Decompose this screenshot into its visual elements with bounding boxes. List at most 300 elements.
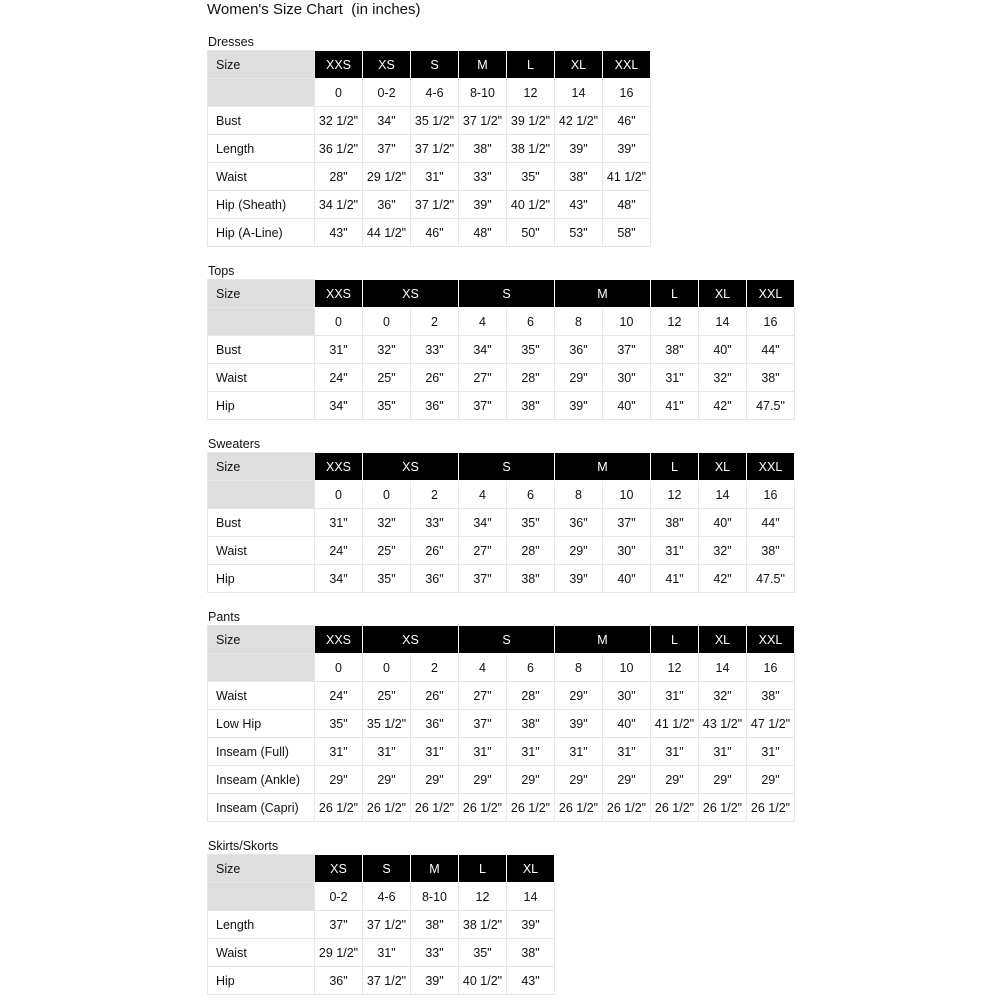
measurement-cell: 44 1/2" — [363, 219, 411, 247]
size-number-row — [208, 79, 651, 107]
size-table — [207, 452, 795, 593]
measurement-cell: 31" — [315, 509, 363, 537]
size-header-cell: M — [555, 280, 651, 308]
section-title: Pants — [208, 610, 240, 624]
measurement-cell: 36" — [363, 191, 411, 219]
measurement-cell: 31" — [363, 738, 411, 766]
section-pants — [207, 609, 795, 822]
size-number-cell: 4 — [459, 308, 507, 336]
measurement-cell: 35" — [507, 336, 555, 364]
measurement-cell: 36 1/2" — [315, 135, 363, 163]
table-row — [208, 219, 651, 247]
size-number-cell: 2 — [411, 308, 459, 336]
measurement-cell: 26" — [411, 537, 459, 565]
row-label — [208, 79, 315, 107]
measurement-cell: 31" — [459, 738, 507, 766]
measurement-cell: 29" — [363, 766, 411, 794]
measurement-cell: 29" — [315, 766, 363, 794]
size-header-cell: M — [411, 855, 459, 883]
row-label: Size — [208, 855, 315, 883]
table-row — [208, 794, 795, 822]
measurement-cell: 26" — [411, 364, 459, 392]
measurement-cell: 31" — [411, 163, 459, 191]
measurement-cell: 41" — [651, 565, 699, 593]
size-number-cell: 4-6 — [363, 883, 411, 911]
size-table — [207, 625, 795, 822]
measurement-cell: 39" — [555, 135, 603, 163]
measurement-cell: 35" — [459, 939, 507, 967]
row-label: Waist — [208, 537, 315, 565]
measurement-cell: 26 1/2" — [363, 794, 411, 822]
measurement-cell: 38" — [747, 537, 795, 565]
size-number-cell: 0 — [315, 654, 363, 682]
size-number-cell: 4-6 — [411, 79, 459, 107]
size-number-cell: 12 — [651, 481, 699, 509]
measurement-cell: 31" — [651, 738, 699, 766]
measurement-cell: 26 1/2" — [459, 794, 507, 822]
size-table — [207, 279, 795, 420]
measurement-cell: 36" — [315, 967, 363, 995]
measurement-cell: 30" — [603, 364, 651, 392]
size-header-cell: S — [363, 855, 411, 883]
row-label: Length — [208, 135, 315, 163]
measurement-cell: 26 1/2" — [747, 794, 795, 822]
measurement-cell: 38" — [507, 392, 555, 420]
measurement-cell: 26 1/2" — [507, 794, 555, 822]
measurement-cell: 37" — [363, 135, 411, 163]
measurement-cell: 26 1/2" — [603, 794, 651, 822]
size-header-cell: L — [651, 280, 699, 308]
size-header-cell: XS — [363, 51, 411, 79]
measurement-cell: 40" — [603, 710, 651, 738]
size-number-cell: 14 — [699, 481, 747, 509]
measurement-cell: 39" — [459, 191, 507, 219]
size-number-cell: 8-10 — [411, 883, 459, 911]
measurement-cell: 31" — [507, 738, 555, 766]
measurement-cell: 40 1/2" — [459, 967, 507, 995]
measurement-cell: 29 1/2" — [315, 939, 363, 967]
measurement-cell: 26" — [411, 682, 459, 710]
measurement-cell: 31" — [651, 364, 699, 392]
size-number-cell: 6 — [507, 308, 555, 336]
size-number-cell: 14 — [699, 308, 747, 336]
size-number-cell: 12 — [507, 79, 555, 107]
measurement-cell: 31" — [315, 336, 363, 364]
measurement-cell: 25" — [363, 364, 411, 392]
row-label: Size — [208, 280, 315, 308]
size-header-cell: L — [651, 453, 699, 481]
measurement-cell: 36" — [555, 336, 603, 364]
measurement-cell: 58" — [603, 219, 651, 247]
size-header-cell: XL — [699, 280, 747, 308]
table-row — [208, 364, 795, 392]
size-number-cell: 14 — [555, 79, 603, 107]
size-number-cell: 4 — [459, 654, 507, 682]
table-row — [208, 939, 555, 967]
measurement-cell: 42" — [699, 392, 747, 420]
table-row — [208, 682, 795, 710]
size-number-cell: 0 — [315, 308, 363, 336]
measurement-cell: 38" — [507, 710, 555, 738]
measurement-cell: 32" — [363, 336, 411, 364]
measurement-cell: 35" — [363, 565, 411, 593]
section-sweaters — [207, 436, 795, 593]
measurement-cell: 31" — [747, 738, 795, 766]
measurement-cell: 29" — [555, 766, 603, 794]
measurement-cell: 38 1/2" — [459, 911, 507, 939]
measurement-cell: 37 1/2" — [411, 191, 459, 219]
table-row — [208, 911, 555, 939]
measurement-cell: 47 1/2" — [747, 710, 795, 738]
measurement-cell: 33" — [411, 939, 459, 967]
measurement-cell: 47.5" — [747, 392, 795, 420]
size-header-cell: S — [459, 280, 555, 308]
size-number-row — [208, 654, 795, 682]
measurement-cell: 40" — [603, 392, 651, 420]
measurement-cell: 39" — [555, 565, 603, 593]
measurement-cell: 31" — [651, 537, 699, 565]
size-header-cell: XS — [363, 280, 459, 308]
size-header-cell: XL — [507, 855, 555, 883]
measurement-cell: 40" — [699, 509, 747, 537]
measurement-cell: 37 1/2" — [411, 135, 459, 163]
measurement-cell: 36" — [555, 509, 603, 537]
size-number-cell: 12 — [459, 883, 507, 911]
measurement-cell: 37 1/2" — [363, 911, 411, 939]
section-tops — [207, 263, 795, 420]
size-header-cell: M — [459, 51, 507, 79]
section-skirts-skorts — [207, 838, 555, 995]
size-number-cell: 10 — [603, 308, 651, 336]
measurement-cell: 37" — [603, 336, 651, 364]
size-number-cell: 14 — [699, 654, 747, 682]
size-number-cell: 6 — [507, 481, 555, 509]
measurement-cell: 29" — [747, 766, 795, 794]
measurement-cell: 34" — [459, 336, 507, 364]
table-row — [208, 967, 555, 995]
measurement-cell: 35" — [507, 509, 555, 537]
measurement-cell: 29 1/2" — [363, 163, 411, 191]
measurement-cell: 26 1/2" — [651, 794, 699, 822]
measurement-cell: 40" — [603, 565, 651, 593]
row-label: Size — [208, 626, 315, 654]
row-label: Waist — [208, 364, 315, 392]
row-label: Length — [208, 911, 315, 939]
measurement-cell: 33" — [459, 163, 507, 191]
measurement-cell: 36" — [411, 565, 459, 593]
measurement-cell: 42 1/2" — [555, 107, 603, 135]
size-number-row — [208, 883, 555, 911]
measurement-cell: 31" — [603, 738, 651, 766]
measurement-cell: 24" — [315, 364, 363, 392]
measurement-cell: 35 1/2" — [363, 710, 411, 738]
measurement-cell: 37" — [459, 710, 507, 738]
measurement-cell: 37" — [603, 509, 651, 537]
measurement-cell: 38" — [459, 135, 507, 163]
size-header-cell: XL — [699, 626, 747, 654]
measurement-cell: 41 1/2" — [651, 710, 699, 738]
row-label: Size — [208, 453, 315, 481]
measurement-cell: 29" — [507, 766, 555, 794]
measurement-cell: 35" — [507, 163, 555, 191]
size-number-cell: 8 — [555, 654, 603, 682]
size-number-cell: 12 — [651, 654, 699, 682]
measurement-cell: 38" — [747, 682, 795, 710]
measurement-cell: 29" — [555, 537, 603, 565]
size-header-cell: XL — [699, 453, 747, 481]
measurement-cell: 39" — [411, 967, 459, 995]
size-header-cell: XXS — [315, 51, 363, 79]
row-label: Hip — [208, 565, 315, 593]
size-number-cell: 16 — [747, 654, 795, 682]
size-number-cell: 0 — [363, 308, 411, 336]
table-row — [208, 738, 795, 766]
measurement-cell: 39" — [603, 135, 651, 163]
row-label: Bust — [208, 509, 315, 537]
measurement-cell: 24" — [315, 682, 363, 710]
measurement-cell: 41" — [651, 392, 699, 420]
measurement-cell: 26 1/2" — [699, 794, 747, 822]
row-label — [208, 308, 315, 336]
measurement-cell: 31" — [555, 738, 603, 766]
measurement-cell: 40 1/2" — [507, 191, 555, 219]
table-row — [208, 191, 651, 219]
measurement-cell: 53" — [555, 219, 603, 247]
row-label: Size — [208, 51, 315, 79]
table-row — [208, 509, 795, 537]
measurement-cell: 38 1/2" — [507, 135, 555, 163]
table-row — [208, 710, 795, 738]
row-label: Inseam (Full) — [208, 738, 315, 766]
size-number-cell: 8-10 — [459, 79, 507, 107]
measurement-cell: 32" — [699, 537, 747, 565]
size-header-cell: XXL — [747, 626, 795, 654]
measurement-cell: 38" — [507, 939, 555, 967]
size-number-row — [208, 481, 795, 509]
size-header-cell: XS — [315, 855, 363, 883]
measurement-cell: 50" — [507, 219, 555, 247]
measurement-cell: 41 1/2" — [603, 163, 651, 191]
measurement-cell: 31" — [411, 738, 459, 766]
measurement-cell: 48" — [459, 219, 507, 247]
measurement-cell: 37" — [315, 911, 363, 939]
row-label: Hip — [208, 967, 315, 995]
measurement-cell: 38" — [507, 565, 555, 593]
table-row — [208, 336, 795, 364]
measurement-cell: 34 1/2" — [315, 191, 363, 219]
measurement-cell: 29" — [603, 766, 651, 794]
measurement-cell: 28" — [507, 537, 555, 565]
size-number-cell: 0 — [363, 654, 411, 682]
size-number-cell: 0 — [315, 79, 363, 107]
size-header-cell: XS — [363, 453, 459, 481]
measurement-cell: 44" — [747, 509, 795, 537]
measurement-cell: 33" — [411, 336, 459, 364]
size-header-cell: XL — [555, 51, 603, 79]
measurement-cell: 32" — [699, 364, 747, 392]
measurement-cell: 46" — [411, 219, 459, 247]
size-number-cell: 14 — [507, 883, 555, 911]
measurement-cell: 29" — [459, 766, 507, 794]
table-row — [208, 135, 651, 163]
measurement-cell: 29" — [555, 364, 603, 392]
size-number-cell: 4 — [459, 481, 507, 509]
measurement-cell: 25" — [363, 682, 411, 710]
measurement-cell: 38" — [651, 509, 699, 537]
measurement-cell: 30" — [603, 537, 651, 565]
size-header-cell: XXS — [315, 626, 363, 654]
measurement-cell: 39" — [507, 911, 555, 939]
measurement-cell: 28" — [507, 364, 555, 392]
measurement-cell: 35 1/2" — [411, 107, 459, 135]
row-label — [208, 481, 315, 509]
measurement-cell: 27" — [459, 682, 507, 710]
measurement-cell: 46" — [603, 107, 651, 135]
table-row — [208, 565, 795, 593]
measurement-cell: 40" — [699, 336, 747, 364]
measurement-cell: 38" — [555, 163, 603, 191]
section-title: Tops — [208, 264, 235, 278]
measurement-cell: 29" — [651, 766, 699, 794]
size-header-cell: XXS — [315, 453, 363, 481]
measurement-cell: 32" — [363, 509, 411, 537]
row-label: Low Hip — [208, 710, 315, 738]
measurement-cell: 24" — [315, 537, 363, 565]
size-number-cell: 0-2 — [363, 79, 411, 107]
row-label: Bust — [208, 107, 315, 135]
table-row — [208, 163, 651, 191]
size-header-cell: L — [651, 626, 699, 654]
measurement-cell: 29" — [411, 766, 459, 794]
row-label — [208, 883, 315, 911]
measurement-cell: 38" — [651, 336, 699, 364]
row-label: Waist — [208, 939, 315, 967]
row-label: Inseam (Capri) — [208, 794, 315, 822]
size-number-cell: 16 — [747, 481, 795, 509]
measurement-cell: 34" — [363, 107, 411, 135]
measurement-cell: 32" — [699, 682, 747, 710]
measurement-cell: 37 1/2" — [459, 107, 507, 135]
measurement-cell: 29" — [699, 766, 747, 794]
size-header-cell: XXL — [603, 51, 651, 79]
size-number-cell: 2 — [411, 654, 459, 682]
measurement-cell: 26 1/2" — [411, 794, 459, 822]
section-title: Sweaters — [208, 437, 261, 451]
measurement-cell: 27" — [459, 537, 507, 565]
size-number-cell: 10 — [603, 654, 651, 682]
size-header-cell: S — [459, 626, 555, 654]
measurement-cell: 36" — [411, 392, 459, 420]
size-header-cell: L — [507, 51, 555, 79]
row-label — [208, 654, 315, 682]
row-label: Hip (A-Line) — [208, 219, 315, 247]
size-header-row — [208, 855, 555, 883]
size-header-cell: XS — [363, 626, 459, 654]
size-number-cell: 6 — [507, 654, 555, 682]
measurement-cell: 37" — [459, 392, 507, 420]
row-label: Inseam (Ankle) — [208, 766, 315, 794]
table-row — [208, 766, 795, 794]
measurement-cell: 34" — [315, 392, 363, 420]
size-header-cell: XXL — [747, 453, 795, 481]
size-number-cell: 0-2 — [315, 883, 363, 911]
measurement-cell: 29" — [555, 682, 603, 710]
size-number-row — [208, 308, 795, 336]
size-header-cell: M — [555, 453, 651, 481]
measurement-cell: 48" — [603, 191, 651, 219]
size-header-cell: S — [459, 453, 555, 481]
measurement-cell: 37" — [459, 565, 507, 593]
size-header-row — [208, 280, 795, 308]
measurement-cell: 37 1/2" — [363, 967, 411, 995]
size-number-cell: 8 — [555, 308, 603, 336]
measurement-cell: 31" — [699, 738, 747, 766]
measurement-cell: 27" — [459, 364, 507, 392]
measurement-cell: 38" — [411, 911, 459, 939]
measurement-cell: 43" — [315, 219, 363, 247]
measurement-cell: 44" — [747, 336, 795, 364]
size-number-cell: 2 — [411, 481, 459, 509]
size-header-row — [208, 453, 795, 481]
measurement-cell: 35" — [315, 710, 363, 738]
measurement-cell: 34" — [315, 565, 363, 593]
size-number-cell: 16 — [603, 79, 651, 107]
measurement-cell: 31" — [315, 738, 363, 766]
measurement-cell: 33" — [411, 509, 459, 537]
size-header-cell: M — [555, 626, 651, 654]
measurement-cell: 42" — [699, 565, 747, 593]
size-header-row — [208, 626, 795, 654]
size-header-row — [208, 51, 651, 79]
size-number-cell: 10 — [603, 481, 651, 509]
measurement-cell: 43" — [555, 191, 603, 219]
measurement-cell: 32 1/2" — [315, 107, 363, 135]
table-row — [208, 537, 795, 565]
size-header-cell: S — [411, 51, 459, 79]
row-label: Bust — [208, 336, 315, 364]
size-number-cell: 0 — [315, 481, 363, 509]
measurement-cell: 31" — [363, 939, 411, 967]
measurement-cell: 28" — [507, 682, 555, 710]
measurement-cell: 38" — [747, 364, 795, 392]
size-number-cell: 0 — [363, 481, 411, 509]
measurement-cell: 39" — [555, 710, 603, 738]
table-row — [208, 107, 651, 135]
section-title: Skirts/Skorts — [208, 839, 279, 853]
size-number-cell: 12 — [651, 308, 699, 336]
size-number-cell: 16 — [747, 308, 795, 336]
measurement-cell: 30" — [603, 682, 651, 710]
page-title: Women's Size Chart (in inches) — [207, 1, 421, 18]
size-header-cell: XXS — [315, 280, 363, 308]
row-label: Waist — [208, 682, 315, 710]
size-number-cell: 8 — [555, 481, 603, 509]
measurement-cell: 43" — [507, 967, 555, 995]
measurement-cell: 28" — [315, 163, 363, 191]
measurement-cell: 25" — [363, 537, 411, 565]
measurement-cell: 39" — [555, 392, 603, 420]
row-label: Hip (Sheath) — [208, 191, 315, 219]
size-table — [207, 854, 555, 995]
section-dresses — [207, 34, 651, 247]
measurement-cell: 36" — [411, 710, 459, 738]
row-label: Waist — [208, 163, 315, 191]
measurement-cell: 31" — [651, 682, 699, 710]
section-title: Dresses — [208, 35, 254, 49]
measurement-cell: 26 1/2" — [555, 794, 603, 822]
measurement-cell: 26 1/2" — [315, 794, 363, 822]
size-header-cell: L — [459, 855, 507, 883]
